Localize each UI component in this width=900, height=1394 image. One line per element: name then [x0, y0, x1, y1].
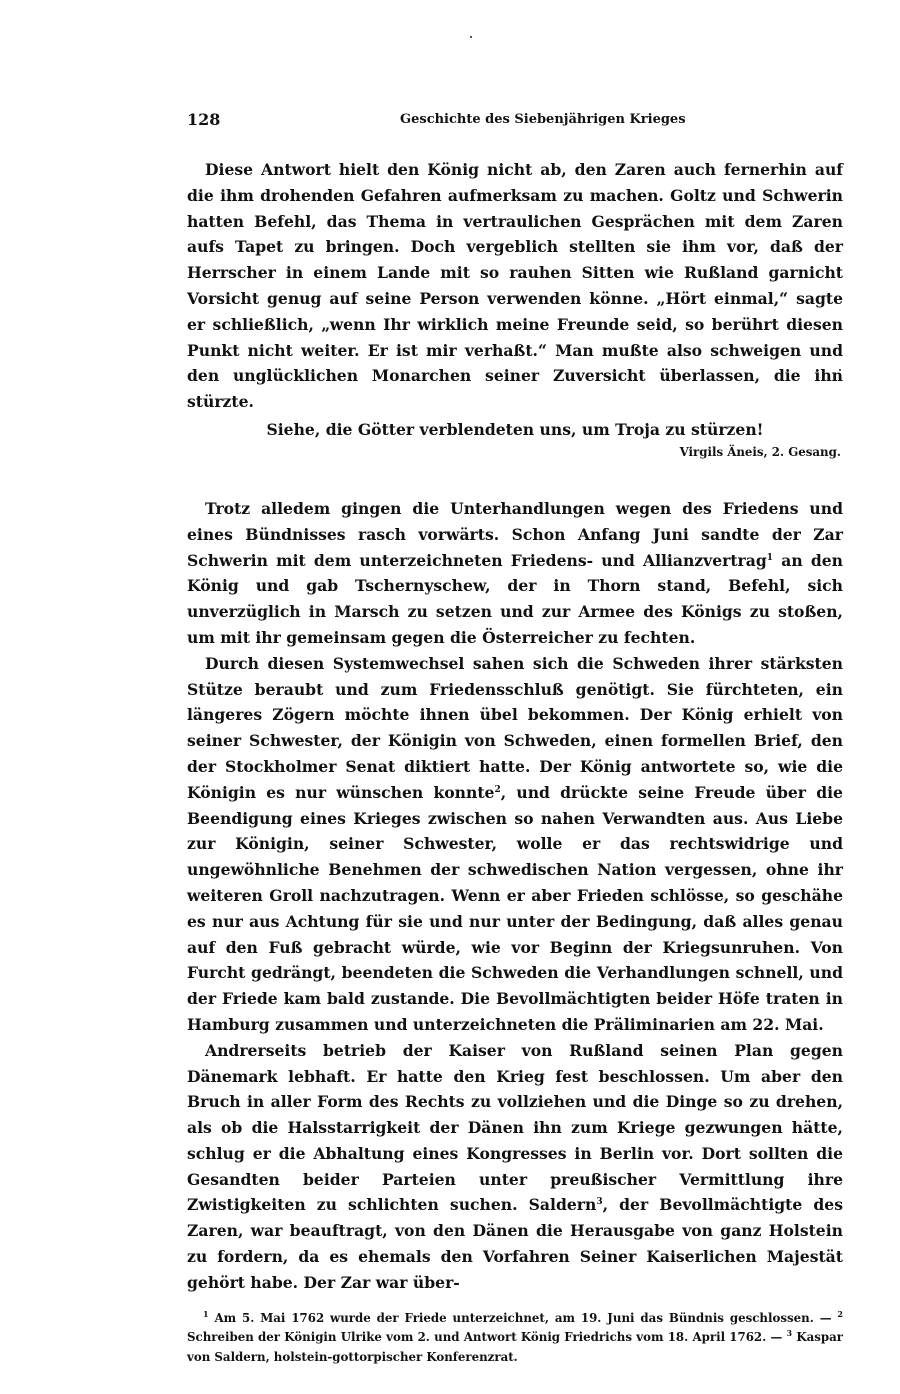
paragraph — [187, 651, 843, 1038]
paragraph-text: Andrerseits betrieb der Kaiser von Rußland seinen Plan gegen Dänemark lebhaft. Er hatte den Krieg fest beschlossen. Um aber den Bruch in aller Form des Rechts zu vollziehen und die Dinge so zu drehen, als ob die Halsstarrigkeit der Dänen ihn zum Kriege gezwungen hätte, schlug er die Abhaltung eines Kongresses in Berlin vor. Dort sollten die Gesandten beider Parteien unter preußischer Vermittlung ihre Zwistigkeiten zu schlichten suchen. Saldern — [187, 1040, 843, 1215]
footnote-reference: 1 — [766, 552, 774, 563]
footnote-mark: 3 — [786, 1328, 793, 1339]
footnote-mark: 1 — [203, 1308, 209, 1319]
paragraph-text: Durch diesen Systemwechsel sahen sich die Schweden ihrer stärksten Stütze beraubt und zum Friedensschluß genötigt. Sie fürchteten, ein längeres Zögern möchte ihnen übel bekommen. Der König erhielt von seiner Schwester, der Königin von Schweden, einen formellen Brief, den der Stockholmer Senat diktiert hatte. Der König antwortete so, wie die Königin es nur wünschen konnte — [187, 653, 843, 802]
footnote-reference: 3 — [596, 1197, 603, 1208]
footnote-reference: 2 — [494, 784, 501, 795]
footnote-text: Am 5. Mai 1762 wurde der Friede unterzeichnet, am 19. Juni das Bündnis geschlossen. — — [208, 1310, 838, 1325]
running-title: Geschichte des Siebenjährigen Krieges — [400, 112, 686, 127]
print-speck — [470, 36, 472, 38]
footnotes — [187, 1309, 843, 1368]
epigraph-quote: Siehe, die Götter verblendeten uns, um Troja zu stürzen! — [266, 419, 764, 439]
paragraph — [187, 496, 843, 651]
quote-source: Virgils Äneis, 2. Gesang. — [679, 444, 841, 459]
footnote-text: Schreiben der Königin Ulrike vom 2. und Antwort König Friedrichs vom 18. April 1762. — — [187, 1330, 787, 1345]
book-page — [187, 108, 843, 1367]
paragraph-text: an den König und gab Tschernyschew, der in Thorn stand, Befehl, sich unverzüglich in Marsch zu setzen und zur Armee des Königs zu stoßen, um mit ihr gemeinsam gegen die Österreicher zu fechten. — [187, 550, 843, 647]
paragraph-text: Trotz alledem gingen die Unterhandlungen wegen des Friedens und eines Bündnisses rasch vorwärts. Schon Anfang Juni sandte der Zar Schwerin mit dem unterzeichneten Friedens- und Allianzvertrag — [187, 498, 843, 570]
footnote-mark: 2 — [837, 1308, 843, 1319]
running-head — [187, 108, 843, 132]
paragraph — [187, 1038, 843, 1296]
footnote-text: Kaspar von Saldern, holstein-gottorpischer Konferenzrat. — [187, 1330, 843, 1364]
paragraph-text: , der Bevollmächtigte des Zaren, war beauftragt, von den Dänen die Herausgabe von ganz Holstein zu fordern, da es ehemals den Vorfahren Seiner Kaiserlichen Majestät gehört habe. Der Zar war über- — [187, 1195, 843, 1292]
paragraph-text: , und drückte seine Freude über die Beendigung eines Krieges zwischen so nahen Verwandten aus. Aus Liebe zur Königin, seiner Schwester, wolle er das rechtswidrige und ungewöhnliche Benehmen der schwedischen Nation vergessen, ohne ihr weiteren Groll nachzutragen. Wenn er aber Frieden schlösse, so geschähe es nur aus Achtung für sie und nur unter der Bedingung, daß alles genau auf den Fuß gebracht würde, wie vor Beginn der Kriegsunruhen. Von Furcht gedrängt, beendeten die Schweden die Verhandlungen schnell, und der Friede kam bald zustande. Die Bevollmächtigten beider Höfe traten in Hamburg zusammen und unterzeichneten die Präliminarien am 22. Mai. — [187, 782, 843, 1034]
paragraph: Diese Antwort hielt den König nicht ab, den Zaren auch fernerhin auf die ihm drohenden Gefahren aufmerksam zu machen. Goltz und Schwerin hatten Befehl, das Thema in vertraulichen Gesprächen mit dem Zaren aufs Tapet zu bringen. Doch vergeblich stellten sie ihm vor, daß der Herrscher in einem Lande mit so rauhen Sitten wie Rußland garnicht Vorsicht genug auf seine Person verwenden könne. „Hört einmal,“ sagte er schließlich, „wenn Ihr wirklich meine Freunde seid, so berührt diesen Punkt nicht weiter. Er ist mir verhaßt.“ Man mußte also schweigen und den unglücklichen Monarchen seiner Zuversicht überlassen, die ihn stürzte. — [187, 160, 843, 412]
page-number: 128 — [187, 110, 221, 129]
